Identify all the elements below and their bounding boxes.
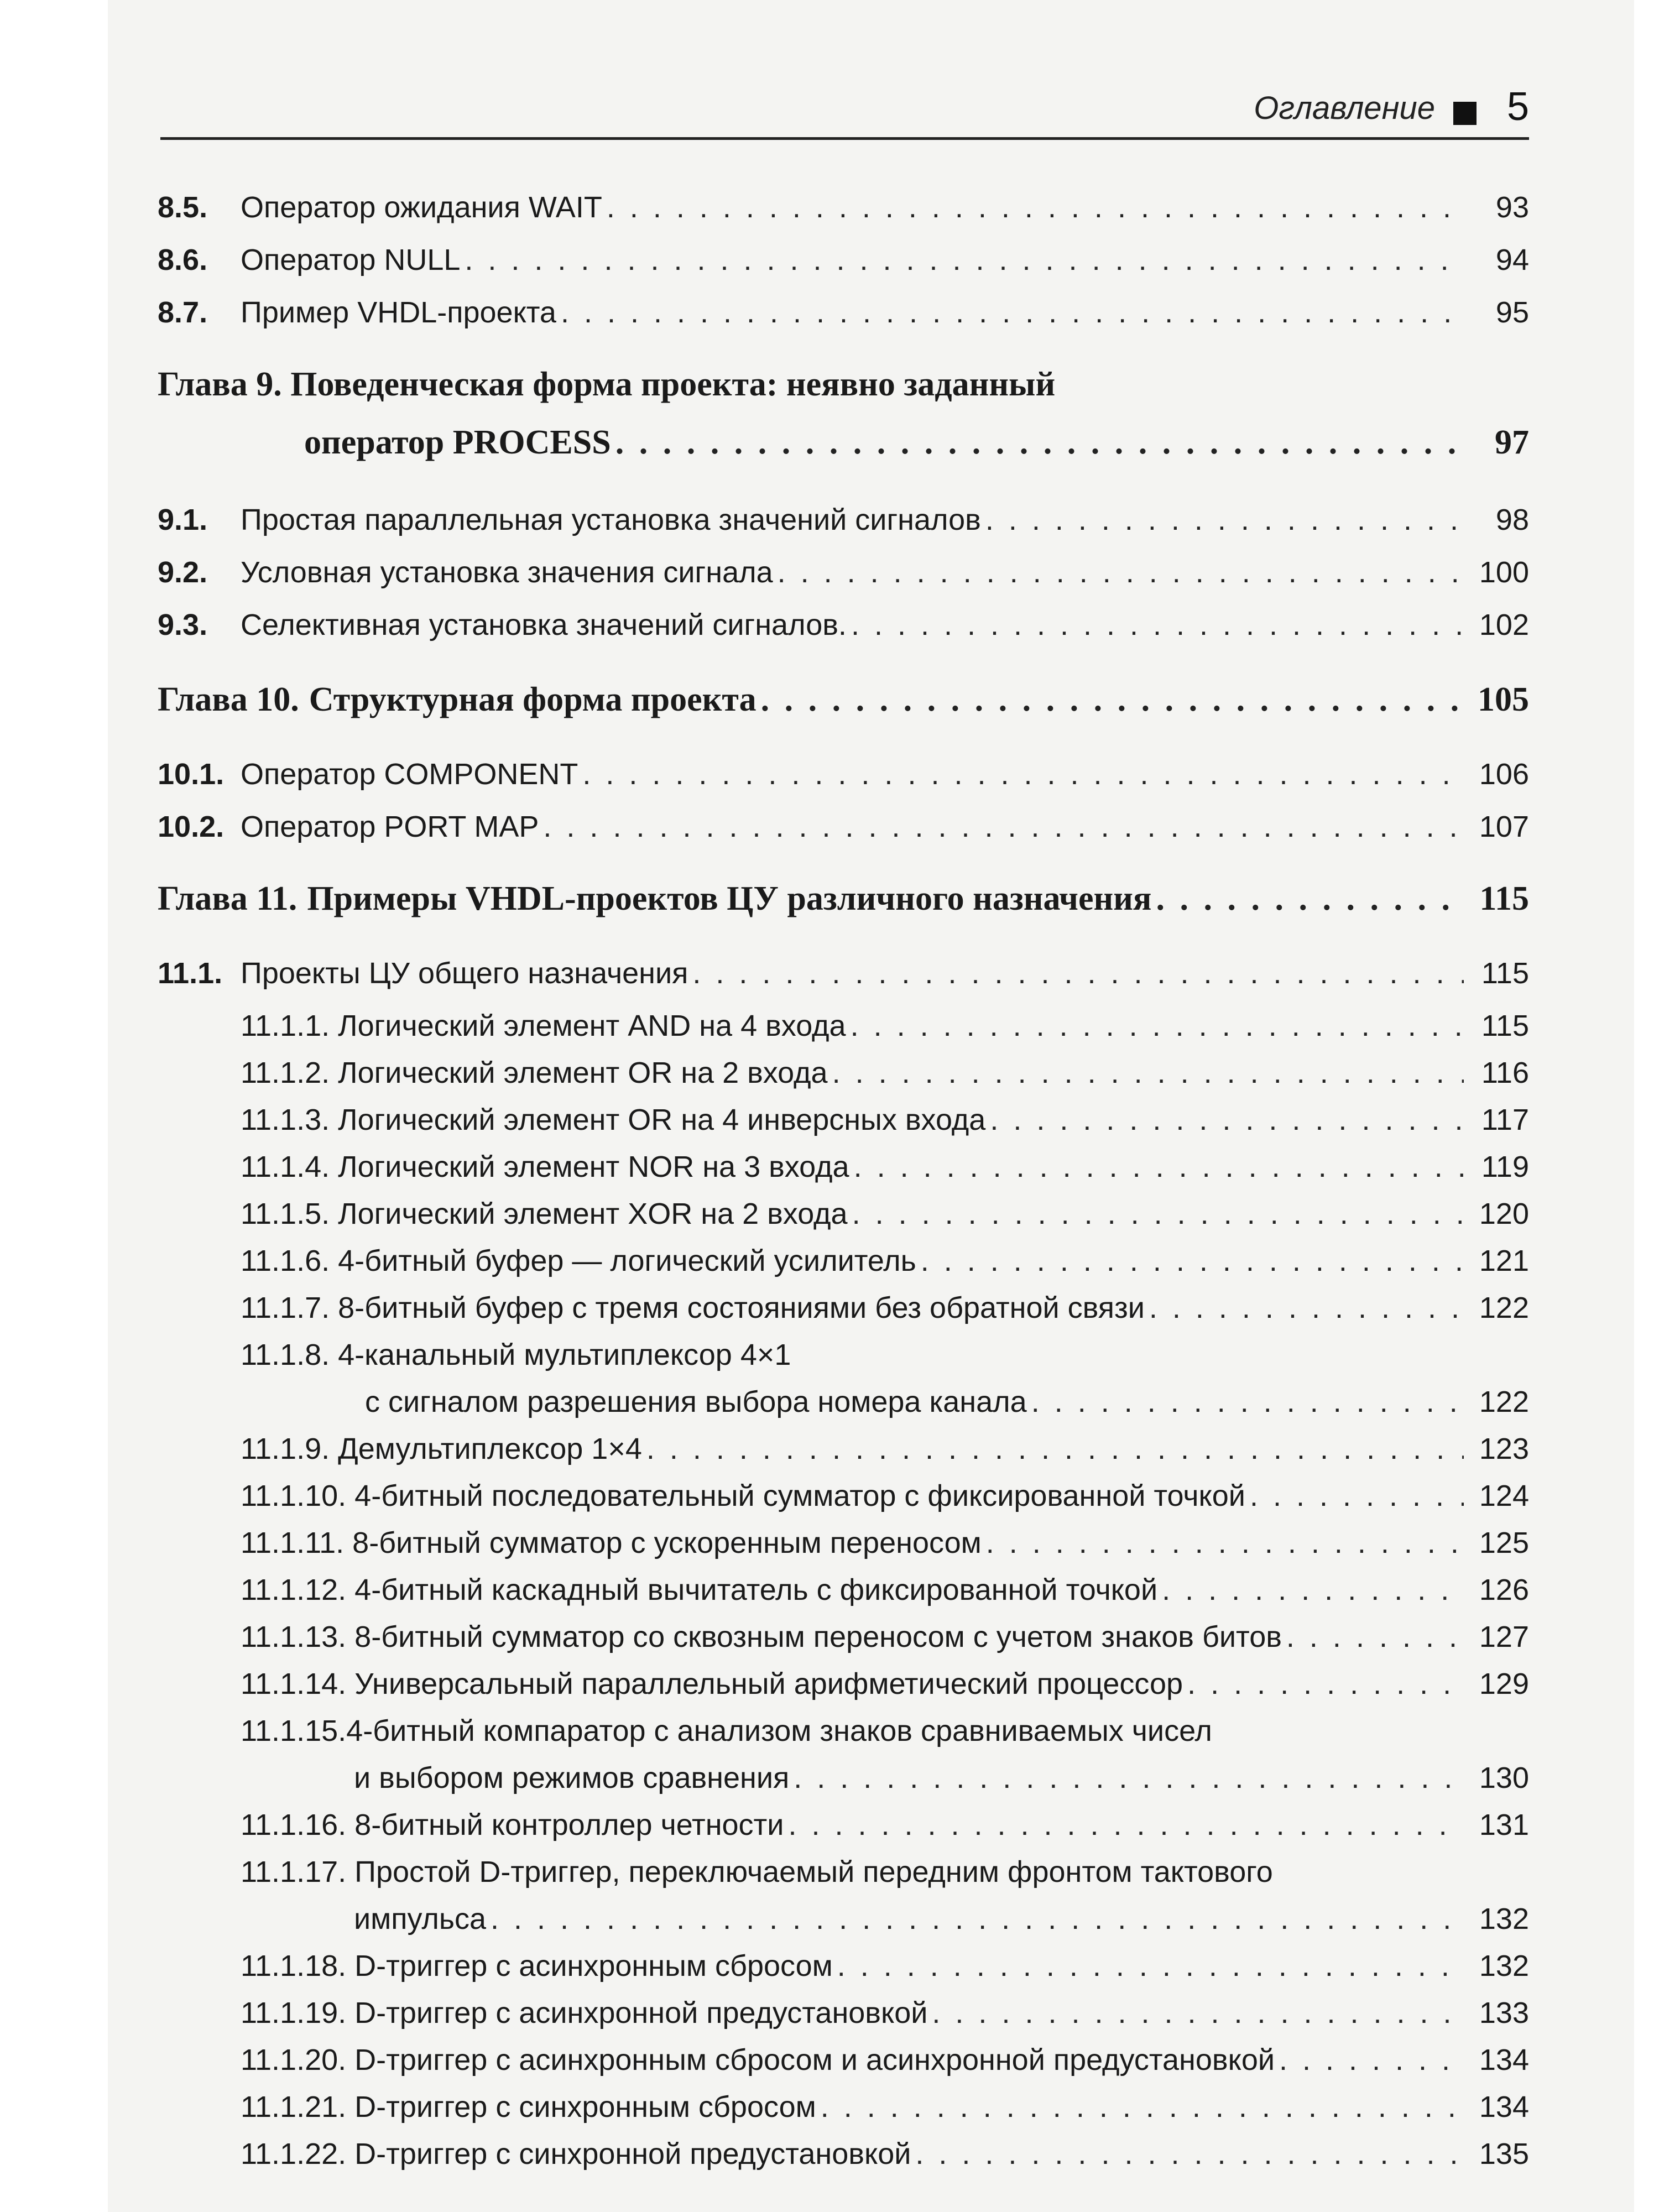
toc-entry[interactable] — [158, 188, 1529, 227]
toc-subentry[interactable] — [241, 1100, 1529, 1139]
toc-entry-title: 11.1.11. 8-битный сумматор с ускоренным переносом — [241, 1526, 982, 1559]
toc-entry-number: 11.1. — [158, 957, 223, 990]
toc-entry-title: 11.1.16. 8-битный контроллер четности — [241, 1808, 784, 1841]
toc-entry[interactable] — [304, 423, 1529, 462]
toc-entry-page: 116 — [1481, 1056, 1529, 1089]
toc-entry-page: 122 — [1479, 1291, 1529, 1324]
toc-entry[interactable] — [158, 553, 1529, 592]
toc-entry-title: 11.1.12. 4-битный каскадный вычитатель с фиксированной точкой — [241, 1573, 1158, 1606]
toc-entry-title-cont: с сигналом разрешения выбора номера канала — [365, 1385, 1027, 1418]
toc-leader — [761, 680, 1464, 719]
toc-entry-title: 11.1.1. Логический элемент AND на 4 входа — [241, 1009, 846, 1042]
toc-entry-title: 11.1.19. D-триггер с асинхронной предустановкой — [241, 1996, 928, 2030]
toc-subentry[interactable] — [241, 1806, 1529, 1844]
toc-entry-title: 11.1.10. 4-битный последовательный сумматор с фиксированной точкой — [241, 1479, 1245, 1512]
toc-leader — [1250, 1477, 1464, 1515]
toc-leader — [607, 188, 1464, 227]
toc-subentry-line1[interactable] — [241, 1712, 1212, 1750]
toc-entry-title: Оператор ожидания WAIT — [241, 191, 602, 224]
toc-subentry[interactable] — [365, 1383, 1529, 1421]
toc-leader — [932, 1994, 1464, 2032]
chapter-label: Глава 10. — [158, 681, 299, 718]
toc-entry-page: 124 — [1479, 1479, 1529, 1512]
toc-entry-title: 11.1.14. Универсальный параллельный арифметический процессор — [241, 1667, 1183, 1700]
toc-entry-title: 11.1.8. 4-канальный мультиплексор 4×1 — [241, 1338, 791, 1371]
toc-entry-title: 11.1.18. D-триггер с асинхронным сбросом — [241, 1949, 833, 1983]
toc-subentry[interactable] — [354, 1900, 1529, 1938]
toc-entry-number: 9.3. — [158, 608, 208, 641]
toc-entry[interactable] — [158, 293, 1529, 332]
toc-entry-title: Проекты ЦУ общего назначения — [241, 957, 688, 990]
toc-leader — [1031, 1383, 1464, 1421]
toc-entry-title: 11.1.4. Логический элемент NOR на 3 входа — [241, 1150, 849, 1183]
toc-entry-page: 129 — [1479, 1667, 1529, 1700]
toc-entry-title-cont: и выбором режимов сравнения — [354, 1761, 790, 1794]
toc-subentry[interactable] — [241, 1288, 1529, 1327]
toc-entry-page: 135 — [1479, 2137, 1529, 2171]
toc-entry-page: 100 — [1479, 556, 1529, 589]
toc-entry-title: 11.1.7. 8-битный буфер с тремя состояниями без обратной связи — [241, 1291, 1145, 1324]
toc-entry-number: 10.1. — [158, 758, 225, 791]
toc-entry-page: 95 — [1495, 296, 1529, 329]
chapter-label: Глава 11. — [158, 880, 298, 917]
toc-entry-page: 134 — [1479, 2043, 1529, 2077]
toc-leader — [788, 1806, 1464, 1844]
toc-entry-number: 10.2. — [158, 810, 225, 843]
toc-entry-page: 132 — [1479, 1949, 1529, 1983]
toc-entry-title: 11.1.6. 4-битный буфер — логический усилитель — [241, 1244, 916, 1277]
toc-leader — [794, 1759, 1464, 1797]
toc-leader — [854, 1147, 1464, 1186]
toc-subentry[interactable] — [241, 1571, 1529, 1609]
toc-entry-title: 11.1.17. Простой D-триггер, переключаемый передним фронтом тактового — [241, 1855, 1273, 1888]
chapter-title-cont: оператор PROCESS — [304, 424, 611, 461]
toc-entry-page: 125 — [1479, 1526, 1529, 1559]
toc-leader — [1149, 1288, 1464, 1327]
toc-subentry[interactable] — [241, 1665, 1529, 1703]
toc-subentry[interactable] — [241, 1994, 1529, 2032]
toc-subentry[interactable] — [241, 1430, 1529, 1468]
toc-entry-page: 133 — [1479, 1996, 1529, 2030]
toc-entry[interactable] — [158, 680, 1529, 719]
toc-leader — [491, 1900, 1464, 1938]
toc-leader — [1187, 1665, 1464, 1703]
toc-entry-title: Пример VHDL-проекта — [241, 296, 556, 329]
toc-leader — [1279, 2041, 1464, 2079]
toc-entry-page: 131 — [1479, 1808, 1529, 1841]
toc-entry-page: 94 — [1495, 243, 1529, 276]
chapter-heading-line1[interactable] — [158, 365, 1055, 404]
toc-entry-page: 97 — [1495, 424, 1529, 461]
toc-leader — [915, 2135, 1464, 2173]
toc-entry-title: 11.1.3. Логический элемент OR на 4 инверсных входа — [241, 1103, 986, 1136]
toc-subentry[interactable] — [241, 1477, 1529, 1515]
toc-leader — [852, 1194, 1464, 1233]
toc-entry[interactable] — [158, 241, 1529, 279]
toc-leader — [832, 1053, 1464, 1092]
toc-subentry-line1[interactable] — [241, 1335, 791, 1374]
toc-entry-page: 127 — [1479, 1620, 1529, 1653]
toc-leader — [543, 807, 1464, 846]
toc-entry-page: 115 — [1479, 880, 1529, 917]
toc-subentry[interactable] — [241, 1053, 1529, 1092]
toc-subentry[interactable] — [241, 2041, 1529, 2079]
toc-entry-title: Оператор COMPONENT — [241, 758, 578, 791]
toc-entry-title: 11.1.15.4-битный компаратор с анализом знаков сравниваемых чисел — [241, 1714, 1212, 1747]
toc-subentry-line1[interactable] — [241, 1853, 1273, 1891]
toc-entry-page: 102 — [1479, 608, 1529, 641]
toc-entry-number: 8.7. — [158, 296, 208, 329]
toc-leader — [851, 1006, 1464, 1045]
toc-leader — [990, 1100, 1464, 1139]
toc-leader — [778, 553, 1464, 592]
toc-entry[interactable] — [158, 954, 1529, 993]
toc-entry-title: 11.1.13. 8-битный сумматор со сквозным переносом с учетом знаков битов — [241, 1620, 1282, 1653]
toc-leader — [921, 1241, 1464, 1280]
toc-entry-page: 106 — [1479, 758, 1529, 791]
toc-subentry[interactable] — [241, 1241, 1529, 1280]
toc-entry-title: 11.1.5. Логический элемент XOR на 2 входа — [241, 1197, 848, 1230]
toc-entry-number: 9.2. — [158, 556, 208, 589]
toc-entry-title: Оператор PORT MAP — [241, 810, 539, 843]
toc-entry-page: 119 — [1481, 1150, 1529, 1183]
toc-leader — [561, 293, 1464, 332]
toc-entry-number: 8.5. — [158, 191, 208, 224]
toc-subentry[interactable] — [241, 2135, 1529, 2173]
toc-entry-page: 115 — [1481, 1009, 1529, 1042]
toc-entry[interactable] — [158, 500, 1529, 539]
toc-entry-title: Простая параллельная установка значений сигналов — [241, 503, 981, 536]
toc-entry-number: 9.1. — [158, 503, 208, 536]
chapter-title: Поведенческая форма проекта: неявно заданный — [290, 366, 1056, 403]
toc-subentry[interactable] — [241, 1618, 1529, 1656]
toc-entry-page: 115 — [1481, 957, 1529, 990]
toc-subentry[interactable] — [241, 1524, 1529, 1562]
toc-entry-page: 130 — [1479, 1761, 1529, 1794]
toc-leader — [1286, 1618, 1464, 1656]
toc-entry-title: 11.1.2. Логический элемент OR на 2 входа — [241, 1056, 828, 1089]
toc-leader — [646, 1430, 1464, 1468]
toc-entry-title: Селективная установка значений сигналов. — [241, 608, 847, 641]
toc-entry-title: 11.1.9. Демультиплексор 1×4 — [241, 1432, 642, 1465]
toc-entry-page: 105 — [1478, 681, 1529, 718]
toc-leader — [986, 1524, 1464, 1562]
toc-entry-title: 11.1.20. D-триггер с асинхронным сбросом и асинхронной предустановкой — [241, 2043, 1275, 2077]
chapter-title: Структурная форма проекта — [309, 681, 757, 718]
toc-subentry[interactable] — [354, 1759, 1529, 1797]
toc-leader — [851, 606, 1464, 644]
toc-subentry[interactable] — [241, 1947, 1529, 1985]
toc-leader — [692, 954, 1464, 993]
toc-entry-page: 132 — [1479, 1902, 1529, 1936]
toc-entry-title: 11.1.21. D-триггер с синхронным сбросом — [241, 2090, 816, 2124]
toc-leader — [821, 2088, 1464, 2126]
header-title: Оглавление — [1254, 90, 1435, 126]
toc-entry-page: 120 — [1479, 1197, 1529, 1230]
chapter-label: Глава 9. — [158, 366, 282, 403]
toc-entry[interactable] — [158, 606, 1529, 644]
toc-leader — [582, 755, 1464, 794]
toc-entry-page: 134 — [1479, 2090, 1529, 2124]
toc-entry-page: 126 — [1479, 1573, 1529, 1606]
toc-entry[interactable] — [158, 755, 1529, 794]
toc-entry[interactable] — [158, 879, 1529, 918]
toc-subentry[interactable] — [241, 2088, 1529, 2126]
toc-entry-page: 121 — [1479, 1244, 1529, 1277]
toc-leader — [837, 1947, 1464, 1985]
chapter-title: Примеры VHDL-проектов ЦУ различного назначения — [307, 880, 1152, 917]
toc-entry-page: 123 — [1479, 1432, 1529, 1465]
toc-entry-page: 107 — [1479, 810, 1529, 843]
toc-leader — [985, 500, 1464, 539]
toc-entry-number: 8.6. — [158, 243, 208, 276]
toc-subentry[interactable] — [241, 1147, 1529, 1186]
toc-subentry[interactable] — [241, 1006, 1529, 1045]
toc-entry-title: Оператор NULL — [241, 243, 461, 276]
toc-leader — [615, 423, 1464, 462]
toc-entry-page: 117 — [1481, 1103, 1529, 1136]
toc-subentry[interactable] — [241, 1194, 1529, 1233]
toc-entry-page: 122 — [1479, 1385, 1529, 1418]
toc-entry[interactable] — [158, 807, 1529, 846]
toc-leader — [1162, 1571, 1464, 1609]
toc-leader — [1156, 879, 1464, 918]
toc-leader — [465, 241, 1464, 279]
toc-entry-title-cont: импульса — [354, 1902, 487, 1936]
toc-entry-page: 98 — [1495, 503, 1529, 536]
header-page-number: 5 — [1506, 85, 1529, 129]
toc-entry-title: Условная установка значения сигнала — [241, 556, 773, 589]
toc-entry-title: 11.1.22. D-триггер с синхронной предустановкой — [241, 2137, 911, 2171]
toc-entry-page: 93 — [1495, 191, 1529, 224]
